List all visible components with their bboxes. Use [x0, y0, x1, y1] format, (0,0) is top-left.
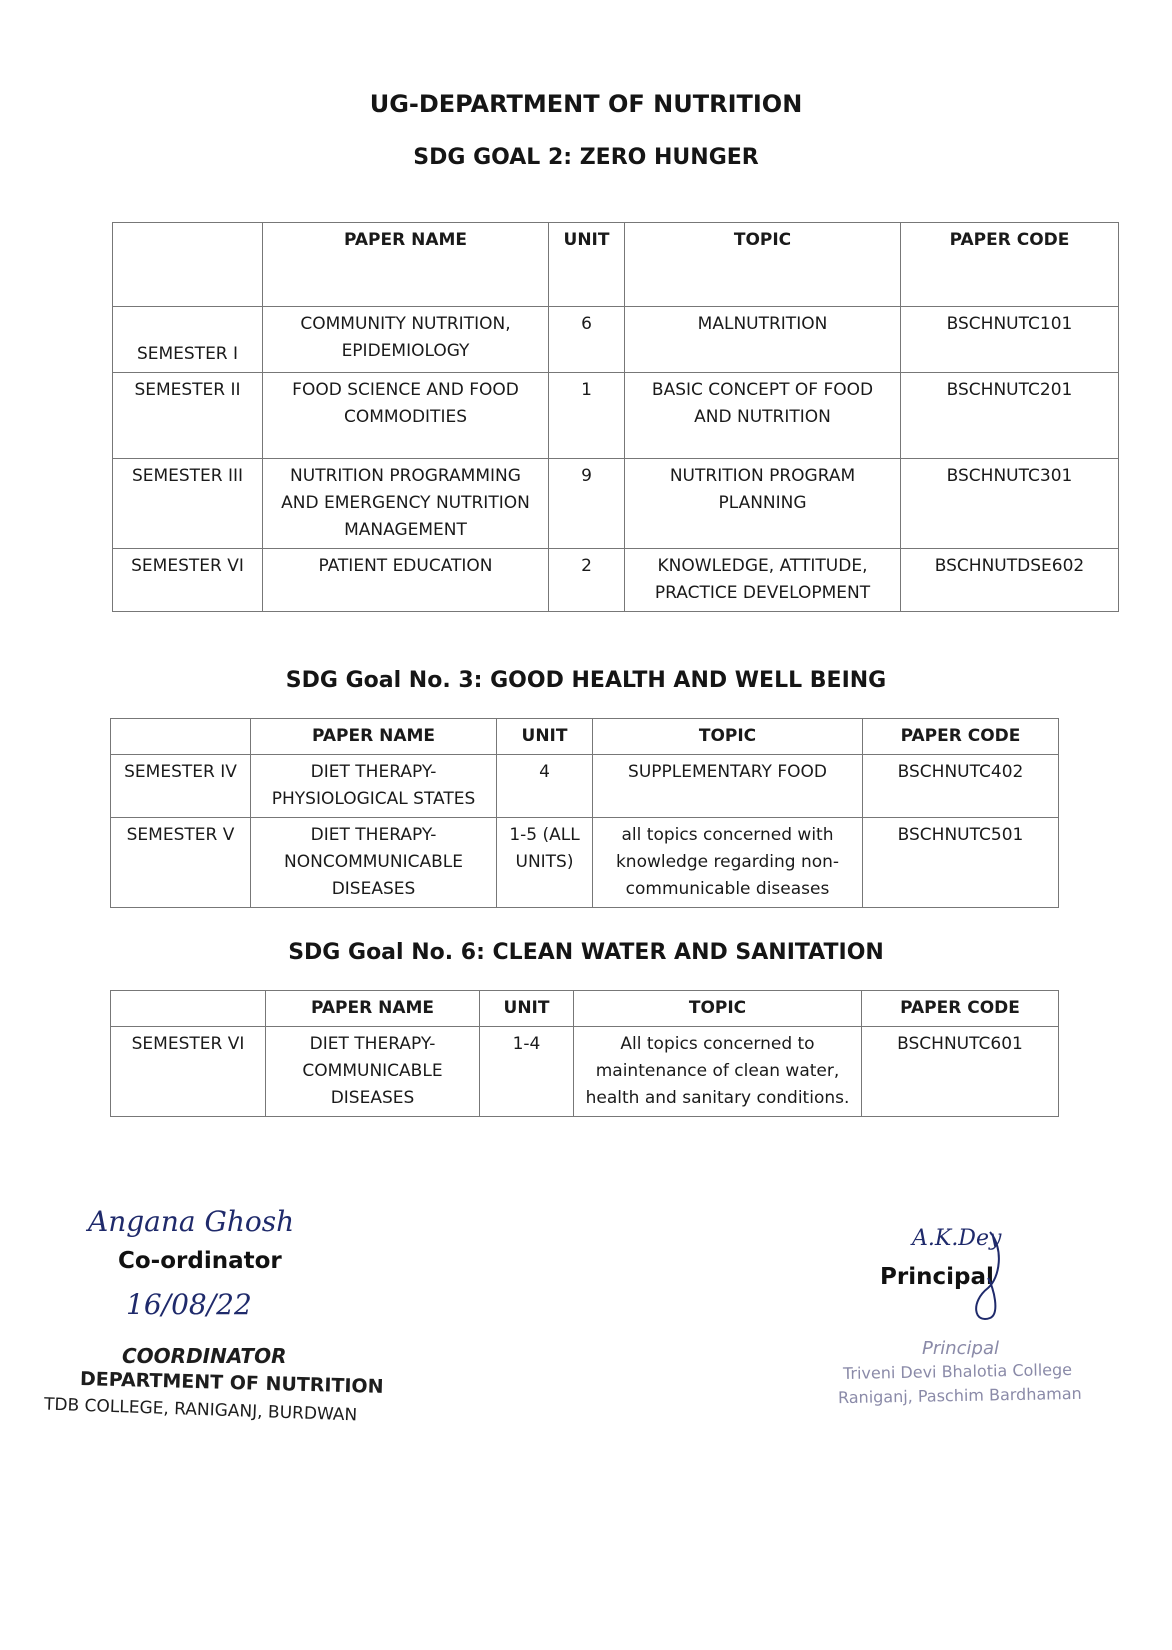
paper-cell: FOOD SCIENCE AND FOOD COMMODITIES [263, 373, 549, 459]
semester-cell: SEMESTER VI [111, 1027, 266, 1117]
code-cell: BSCHNUTC301 [901, 459, 1119, 549]
topic-cell: BASIC CONCEPT OF FOOD AND NUTRITION [625, 373, 901, 459]
topic-cell: KNOWLEDGE, ATTITUDE, PRACTICE DEVELOPMENT [625, 549, 901, 612]
unit-header: UNIT [497, 719, 593, 755]
topic-cell: all topics concerned with knowledge regarding non-communicable diseases [593, 818, 863, 908]
table-row [113, 373, 1119, 459]
topic-cell: MALNUTRITION [625, 307, 901, 373]
paper-name-header: PAPER NAME [266, 991, 480, 1027]
topic-cell: NUTRITION PROGRAM PLANNING [625, 459, 901, 549]
paper-cell: DIET THERAPY-COMMUNICABLE DISEASES [266, 1027, 480, 1117]
semester-cell: SEMESTER VI [113, 549, 263, 612]
goal2-title: SDG GOAL 2: ZERO HUNGER [413, 145, 759, 170]
table-header-row [111, 719, 1059, 755]
paper-cell: COMMUNITY NUTRITION, EPIDEMIOLOGY [263, 307, 549, 373]
coordinator-stamp-dept: DEPARTMENT OF NUTRITION [79, 1368, 384, 1398]
topic-header: TOPIC [574, 991, 862, 1027]
table-header-row [113, 223, 1119, 307]
topic-header: TOPIC [625, 223, 901, 307]
semester-header [111, 719, 251, 755]
coordinator-stamp-title: COORDINATOR [122, 1344, 287, 1368]
paper-cell: PATIENT EDUCATION [263, 549, 549, 612]
unit-cell: 2 [549, 549, 625, 612]
coordinator-stamp-college: TDB COLLEGE, RANIGANJ, BURDWAN [43, 1394, 358, 1426]
paper-name-header: PAPER NAME [251, 719, 497, 755]
semester-cell: SEMESTER V [111, 818, 251, 908]
principal-stamp-location: Raniganj, Paschim Bardhaman [837, 1383, 1082, 1408]
table-row [111, 755, 1059, 818]
unit-header: UNIT [480, 991, 574, 1027]
coordinator-date: 16/08/22 [126, 1288, 252, 1321]
goal6-title: SDG Goal No. 6: CLEAN WATER AND SANITATION [288, 940, 884, 965]
unit-cell: 1-5 (ALL UNITS) [497, 818, 593, 908]
paper-code-header: PAPER CODE [863, 719, 1059, 755]
unit-header: UNIT [549, 223, 625, 307]
table-row [113, 307, 1119, 373]
table-row [111, 818, 1059, 908]
topic-cell: All topics concerned to maintenance of clean water, health and sanitary conditions. [574, 1027, 862, 1117]
principal-initials: A.K.Dey [912, 1226, 1002, 1251]
semester-header [111, 991, 266, 1027]
code-cell: BSCHNUTDSE602 [901, 549, 1119, 612]
paper-cell: DIET THERAPY-PHYSIOLOGICAL STATES [251, 755, 497, 818]
semester-cell: SEMESTER III [113, 459, 263, 549]
unit-cell: 9 [549, 459, 625, 549]
semester-cell: SEMESTER IV [111, 755, 251, 818]
principal-stamp-title: Principal [922, 1338, 1000, 1359]
table-header-row [111, 991, 1059, 1027]
goal3-table [110, 718, 1059, 908]
goal6-table [110, 990, 1059, 1117]
semester-cell: SEMESTER I [113, 307, 263, 373]
code-cell: BSCHNUTC501 [863, 818, 1059, 908]
table-row [113, 549, 1119, 612]
topic-header: TOPIC [593, 719, 863, 755]
table-row [111, 1027, 1059, 1117]
principal-signature-stroke [960, 1228, 1016, 1326]
paper-cell: DIET THERAPY-NONCOMMUNICABLE DISEASES [251, 818, 497, 908]
paper-code-header: PAPER CODE [862, 991, 1059, 1027]
topic-cell: SUPPLEMENTARY FOOD [593, 755, 863, 818]
principal-label: Principal [880, 1264, 994, 1290]
semester-cell: SEMESTER II [113, 373, 263, 459]
coordinator-label: Co-ordinator [118, 1248, 282, 1274]
table-row [113, 459, 1119, 549]
goal3-title: SDG Goal No. 3: GOOD HEALTH AND WELL BEING [285, 668, 887, 693]
unit-cell: 6 [549, 307, 625, 373]
principal-stamp-college: Triveni Devi Bhalotia College [842, 1360, 1073, 1383]
unit-cell: 1-4 [480, 1027, 574, 1117]
paper-name-header: PAPER NAME [263, 223, 549, 307]
code-cell: BSCHNUTC201 [901, 373, 1119, 459]
unit-cell: 4 [497, 755, 593, 818]
code-cell: BSCHNUTC101 [901, 307, 1119, 373]
unit-cell: 1 [549, 373, 625, 459]
department-title: UG-DEPARTMENT OF NUTRITION [369, 90, 803, 118]
paper-cell: NUTRITION PROGRAMMING AND EMERGENCY NUTRITION MANAGEMENT [263, 459, 549, 549]
coordinator-signature: Angana Ghosh [88, 1205, 295, 1238]
goal2-table [112, 222, 1119, 612]
semester-header [113, 223, 263, 307]
code-cell: BSCHNUTC601 [862, 1027, 1059, 1117]
paper-code-header: PAPER CODE [901, 223, 1119, 307]
code-cell: BSCHNUTC402 [863, 755, 1059, 818]
